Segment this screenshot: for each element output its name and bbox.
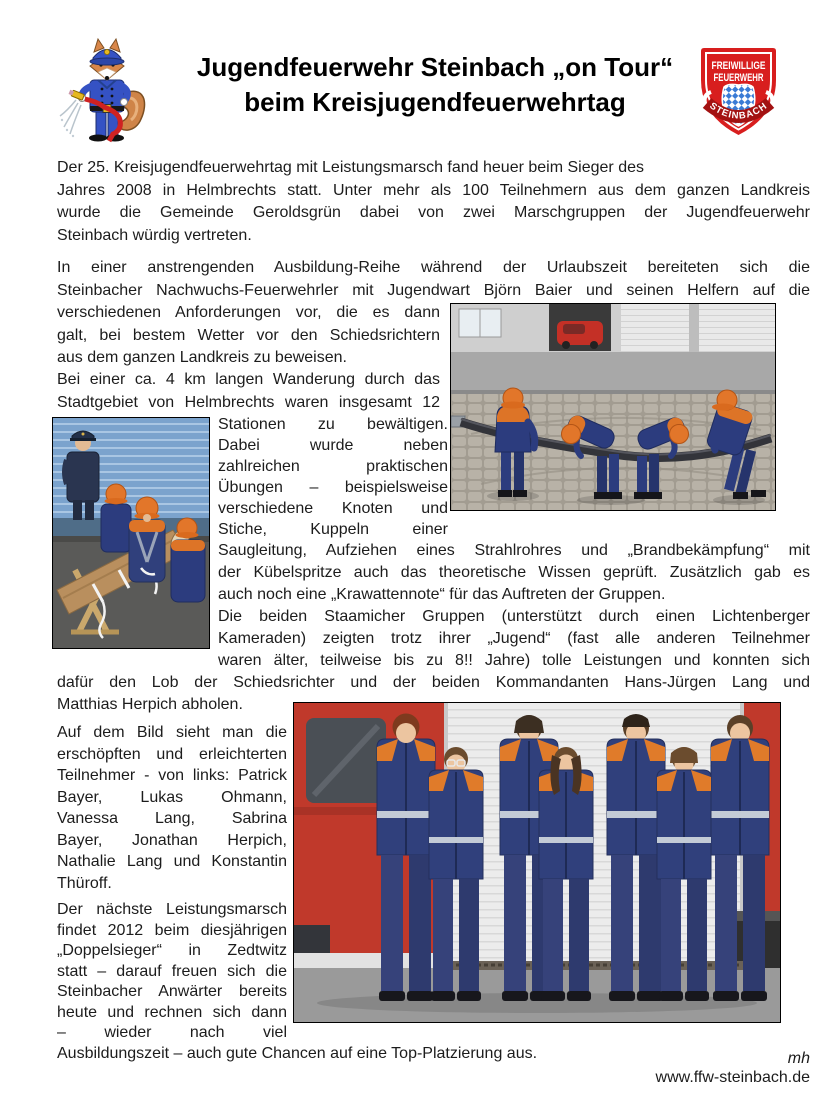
author-initials: mh bbox=[787, 1050, 810, 1067]
text-line: Thüroff. bbox=[57, 874, 112, 892]
text-line: aus dem ganzen Landkreis zu beweisen. bbox=[57, 349, 347, 366]
text-line: findet 2012 beim diesjährigen bbox=[57, 921, 287, 939]
page-title bbox=[165, 50, 705, 120]
text-line: In einer anstrengenden Ausbildung-Reihe während der Urlaubszeit bereiteten sich die bbox=[57, 259, 810, 276]
text-line: Steinbach würdig vertreten. bbox=[57, 226, 252, 244]
photo-group-firetruck bbox=[293, 702, 781, 1023]
paragraph-names bbox=[57, 722, 287, 894]
text-line: Matthias Herpich abholen. bbox=[57, 696, 243, 713]
text-line: erschöpften und erleichterten bbox=[57, 745, 287, 763]
text-line: Der nächste Leistungsmarsch bbox=[57, 901, 287, 918]
text-line: statt – darauf freuen sich die bbox=[57, 962, 287, 980]
photo-hose-carry bbox=[450, 303, 776, 511]
text-line: waren älter, teilweise bis zu 8!! Jahre) tolle Leistungen und konnten sich bbox=[218, 652, 810, 669]
footer bbox=[510, 1049, 810, 1087]
text-line: Steinbacher Nachwuchs-Feuerwehrler mit Jugendwart Björn Baier und seinen Helfern auf die bbox=[57, 281, 810, 299]
text-line: Auf dem Bild sieht man die bbox=[57, 724, 287, 741]
text-line: zahlreichen praktischen bbox=[218, 458, 448, 475]
paragraph-training-full bbox=[57, 257, 810, 302]
page-title-line2: beim Kreisjugendfeuerwehrtag bbox=[244, 87, 626, 117]
text-line: galt, bei bestem Wetter vor den Schiedsrichtern bbox=[57, 326, 440, 344]
text-line: Ausbildungszeit – auch gute Chancen auf eine Top-Platzierung aus. bbox=[57, 1045, 538, 1062]
paragraph-march-middle bbox=[218, 414, 448, 540]
text-line: Vanessa Lang, Sabrina bbox=[57, 810, 287, 827]
paragraph-outlook bbox=[57, 900, 287, 1044]
text-line: Stationen zu bewältigen. bbox=[218, 416, 448, 433]
text-line: der Kübelspritze auch das theoretische Wissen geprüft. Zusätzlich gab es bbox=[218, 564, 810, 581]
text-line: Stadtgebiet von Helmbrechts waren insgesamt 12 bbox=[57, 393, 440, 411]
text-line: Bayer, Jonathan Herpich, bbox=[57, 831, 287, 849]
paragraph-training-wrap bbox=[57, 302, 440, 370]
text-line: Stiche, Kuppeln einer bbox=[218, 521, 448, 538]
text-line: Dabei wurde neben bbox=[218, 437, 448, 454]
text-line: Bei einer ca. 4 km langen Wanderung durch das bbox=[57, 371, 440, 388]
text-line: verschiedene Knoten und bbox=[218, 500, 448, 517]
text-line: verschiedenen Anforderungen vor, die es dann bbox=[57, 304, 440, 321]
fire-brigade-emblem-icon bbox=[692, 44, 785, 139]
text-line: Bayer, Lukas Ohmann, bbox=[57, 788, 287, 806]
text-line: wurde die Gemeinde Geroldsgrün dabei von zwei Marschgruppen der Jugendfeuerwehr bbox=[57, 204, 810, 221]
paragraph-groups-wrap bbox=[218, 606, 810, 672]
text-line: Die beiden Staamicher Gruppen (unterstützt durch einen Lichtenberger bbox=[218, 608, 810, 625]
text-line: Nathalie Lang und Konstantin bbox=[57, 853, 287, 870]
website-link[interactable]: www.ffw-steinbach.de bbox=[655, 1069, 810, 1086]
page-title-line1: Jugendfeuerwehr Steinbach „on Tour“ bbox=[196, 52, 674, 82]
text-line: Kameraden) zeigten trotz ihrer „Jugend“ (fast alle anderen Teilnehmer bbox=[218, 630, 810, 647]
paragraph-intro bbox=[57, 157, 810, 247]
text-line: auch noch eine „Krawattennote“ für das Auftreten der Gruppen. bbox=[218, 586, 666, 603]
text-line: dafür den Lob der Schiedsrichter und der beiden Kommandanten Hans-Jürgen Lang und bbox=[57, 674, 810, 691]
text-line: „Doppelsieger“ in Zedtwitz bbox=[57, 942, 287, 959]
text-line: Der 25. Kreisjugendfeuerwehrtag mit Leistungsmarsch fand heuer beim Sieger des bbox=[57, 159, 644, 176]
text-line: heute und rechnen sich dann bbox=[57, 1003, 287, 1021]
paragraph-march-left bbox=[57, 369, 440, 414]
text-line: Jahres 2008 in Helmbrechts statt. Unter mehr als 100 Teilnehmern aus dem ganzen Landkreis bbox=[57, 181, 810, 199]
emblem-text-line2: FEUERWEHR bbox=[713, 72, 764, 84]
emblem-text-line1: FREIWILLIGE bbox=[711, 60, 766, 72]
paragraph-march-wide bbox=[218, 540, 810, 606]
emblem-town-text: STEINBACH bbox=[707, 100, 770, 122]
text-line: Übungen – beispielsweise bbox=[218, 479, 448, 496]
firefighter-fox-mascot-icon bbox=[58, 36, 158, 148]
text-line: Saugleitung, Aufziehen eines Strahlrohres und „Brandbekämpfung“ mit bbox=[218, 542, 810, 559]
text-line: Steinbacher Anwärter bereits bbox=[57, 983, 287, 1000]
text-line: – wieder nach viel bbox=[57, 1024, 287, 1041]
photo-knot-station bbox=[52, 417, 210, 649]
text-line: Teilnehmer - von links: Patrick bbox=[57, 767, 287, 784]
